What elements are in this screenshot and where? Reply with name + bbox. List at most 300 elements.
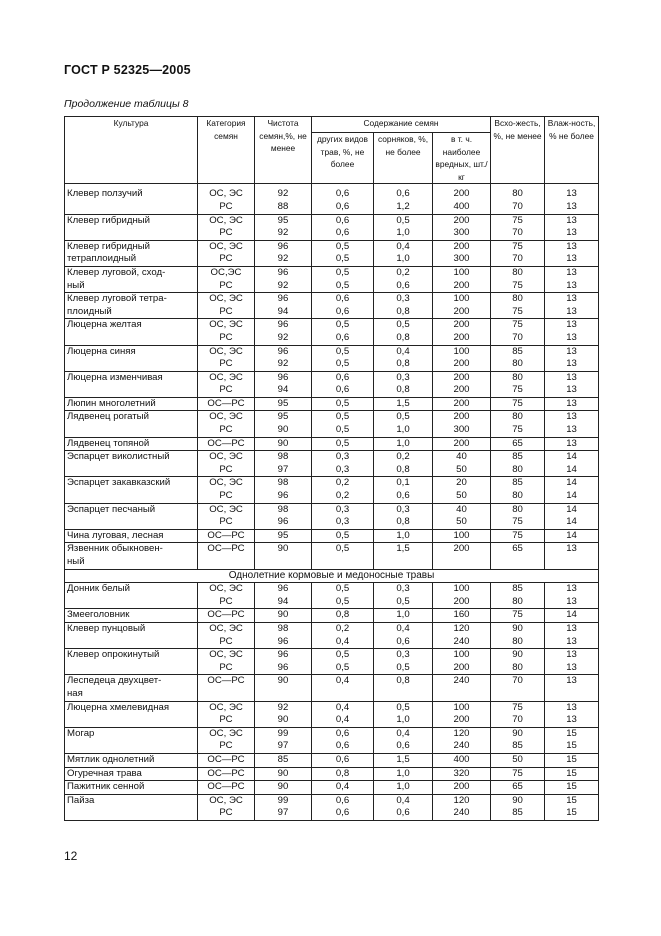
cell-purity: 90 (255, 543, 312, 556)
cell-purity: 90 (255, 781, 312, 795)
cell-moisture: 15 (545, 753, 599, 767)
cell-other-species: 0,2 (312, 477, 374, 490)
cell-other-species: 0,4 (312, 636, 374, 649)
cell-other-species: 0,6 (312, 293, 374, 306)
cell-harmful: 200 (433, 397, 491, 411)
cell-other-species: 0,6 (312, 332, 374, 345)
cell-other-species: 0,5 (312, 345, 374, 358)
cell-moisture (545, 556, 599, 569)
crop-name: Люцерна желтая (65, 319, 198, 332)
table-row (65, 609, 599, 623)
cell-category: ОС—РС (198, 781, 255, 795)
cell-other-species: 0,4 (312, 781, 374, 795)
cell-other-species: 0,8 (312, 767, 374, 781)
cell-harmful: 300 (433, 253, 491, 266)
cell-moisture: 14 (545, 516, 599, 529)
cell-moisture: 15 (545, 740, 599, 753)
cell-moisture: 13 (545, 583, 599, 596)
cell-germination: 80 (491, 636, 545, 649)
cell-germination: 85 (491, 740, 545, 753)
cell-germination: 85 (491, 451, 545, 464)
cell-weeds: 0,3 (374, 649, 433, 662)
cell-weeds: 0,6 (374, 740, 433, 753)
cell-category: ОС—РС (198, 397, 255, 411)
cell-category: ОС, ЭС (198, 240, 255, 253)
crop-name (65, 464, 198, 477)
table-row (65, 280, 599, 293)
crop-name: Эспарцет закавказский (65, 477, 198, 490)
cell-category: ОС, ЭС (198, 701, 255, 714)
cell-weeds: 1,0 (374, 253, 433, 266)
cell-moisture: 13 (545, 293, 599, 306)
cell-germination: 75 (491, 529, 545, 543)
cell-purity: 98 (255, 451, 312, 464)
cell-other-species: 0,5 (312, 424, 374, 437)
cell-purity: 96 (255, 583, 312, 596)
crop-name: Лядвенец топяной (65, 437, 198, 451)
crop-name: тетраплоидный (65, 253, 198, 266)
table-row (65, 701, 599, 714)
crop-name: плоидный (65, 306, 198, 319)
cell-weeds: 0,5 (374, 319, 433, 332)
cell-harmful: 40 (433, 451, 491, 464)
cell-weeds: 0,8 (374, 464, 433, 477)
table-row (65, 201, 599, 214)
cell-harmful (433, 688, 491, 701)
cell-weeds: 0,5 (374, 411, 433, 424)
table-row (65, 781, 599, 795)
table-row (65, 306, 599, 319)
crop-name (65, 807, 198, 820)
cell-other-species: 0,5 (312, 543, 374, 556)
cell-weeds: 0,4 (374, 794, 433, 807)
cell-purity: 92 (255, 280, 312, 293)
cell-weeds: 0,2 (374, 266, 433, 279)
cell-other-species: 0,4 (312, 675, 374, 688)
cell-moisture: 13 (545, 201, 599, 214)
table-row (65, 319, 599, 332)
cell-purity: 94 (255, 384, 312, 397)
table-row (65, 332, 599, 345)
cell-category: РС (198, 490, 255, 503)
cell-moisture: 13 (545, 280, 599, 293)
table-row (65, 490, 599, 503)
cell-harmful: 200 (433, 319, 491, 332)
cell-purity: 96 (255, 345, 312, 358)
cell-purity: 92 (255, 227, 312, 240)
cell-weeds: 0,8 (374, 332, 433, 345)
cell-moisture: 15 (545, 767, 599, 781)
cell-moisture: 13 (545, 543, 599, 556)
crop-name: Язвенник обыкновен- (65, 543, 198, 556)
cell-harmful: 400 (433, 753, 491, 767)
cell-germination: 75 (491, 609, 545, 623)
crop-name (65, 424, 198, 437)
crop-name: Клевер луговой, сход- (65, 266, 198, 279)
col-moisture: Влаж-ность, % не более (545, 117, 599, 184)
cell-category: РС (198, 516, 255, 529)
cell-germination: 80 (491, 411, 545, 424)
cell-germination: 75 (491, 767, 545, 781)
cell-germination: 70 (491, 675, 545, 688)
cell-harmful: 200 (433, 371, 491, 384)
table-row (65, 688, 599, 701)
cell-category: ОС, ЭС (198, 188, 255, 201)
cell-category: РС (198, 384, 255, 397)
cell-other-species: 0,5 (312, 649, 374, 662)
cell-purity: 95 (255, 397, 312, 411)
cell-purity: 92 (255, 332, 312, 345)
cell-category: ОС, ЭС (198, 477, 255, 490)
cell-weeds: 0,1 (374, 477, 433, 490)
table-row (65, 451, 599, 464)
table-row (65, 596, 599, 609)
cell-moisture: 13 (545, 319, 599, 332)
cell-category: РС (198, 464, 255, 477)
cell-other-species: 0,6 (312, 201, 374, 214)
cell-harmful: 200 (433, 714, 491, 727)
cell-harmful: 100 (433, 345, 491, 358)
cell-moisture: 13 (545, 424, 599, 437)
cell-category: ОС, ЭС (198, 583, 255, 596)
cell-category: ОС—РС (198, 675, 255, 688)
cell-moisture: 13 (545, 345, 599, 358)
cell-harmful: 100 (433, 649, 491, 662)
cell-harmful (433, 556, 491, 569)
cell-other-species: 0,6 (312, 306, 374, 319)
cell-category: ОС, ЭС (198, 319, 255, 332)
cell-purity: 99 (255, 727, 312, 740)
cell-purity: 96 (255, 662, 312, 675)
cell-weeds: 0,6 (374, 490, 433, 503)
cell-moisture: 13 (545, 227, 599, 240)
cell-purity (255, 556, 312, 569)
cell-harmful: 120 (433, 622, 491, 635)
cell-weeds: 0,4 (374, 622, 433, 635)
crop-name (65, 358, 198, 371)
cell-category: ОС—РС (198, 753, 255, 767)
cell-purity: 98 (255, 622, 312, 635)
crop-name: ный (65, 280, 198, 293)
cell-moisture: 13 (545, 214, 599, 227)
cell-category: ОС—РС (198, 529, 255, 543)
cell-purity: 92 (255, 188, 312, 201)
table-row (65, 266, 599, 279)
table-row (65, 543, 599, 556)
cell-category: ОС—РС (198, 767, 255, 781)
cell-harmful: 240 (433, 740, 491, 753)
crop-name: Клевер гибридный (65, 240, 198, 253)
cell-purity: 88 (255, 201, 312, 214)
cell-harmful: 200 (433, 358, 491, 371)
cell-weeds (374, 556, 433, 569)
cell-moisture: 13 (545, 266, 599, 279)
cell-germination: 75 (491, 319, 545, 332)
cell-germination: 85 (491, 583, 545, 596)
crop-name: Донник белый (65, 583, 198, 596)
cell-other-species: 0,5 (312, 583, 374, 596)
cell-purity: 98 (255, 477, 312, 490)
cell-moisture: 13 (545, 596, 599, 609)
cell-weeds: 0,8 (374, 675, 433, 688)
cell-other-species: 0,6 (312, 740, 374, 753)
cell-harmful: 200 (433, 411, 491, 424)
cell-category: ОС—РС (198, 609, 255, 623)
cell-germination: 75 (491, 397, 545, 411)
cell-germination: 75 (491, 701, 545, 714)
cell-harmful: 120 (433, 794, 491, 807)
cell-germination (491, 556, 545, 569)
cell-other-species: 0,6 (312, 807, 374, 820)
cell-weeds: 0,8 (374, 358, 433, 371)
table-row (65, 253, 599, 266)
cell-other-species: 0,5 (312, 411, 374, 424)
cell-moisture: 15 (545, 794, 599, 807)
table-row (65, 516, 599, 529)
crop-name: Люцерна хмелевидная (65, 701, 198, 714)
cell-germination: 65 (491, 437, 545, 451)
crop-name: Клевер луговой тетра- (65, 293, 198, 306)
cell-germination: 80 (491, 662, 545, 675)
cell-other-species: 0,5 (312, 596, 374, 609)
crop-name (65, 201, 198, 214)
cell-category: РС (198, 662, 255, 675)
cell-harmful: 200 (433, 543, 491, 556)
table-row (65, 583, 599, 596)
cell-other-species: 0,6 (312, 794, 374, 807)
cell-weeds: 0,3 (374, 583, 433, 596)
cell-harmful: 120 (433, 727, 491, 740)
cell-harmful: 300 (433, 424, 491, 437)
cell-moisture (545, 688, 599, 701)
cell-purity: 96 (255, 371, 312, 384)
cell-category: ОС, ЭС (198, 293, 255, 306)
cell-harmful: 100 (433, 529, 491, 543)
table-row (65, 464, 599, 477)
crop-name: Пайза (65, 794, 198, 807)
cell-other-species: 0,5 (312, 266, 374, 279)
cell-weeds: 1,0 (374, 781, 433, 795)
section-title: Однолетние кормовые и медоносные травы (65, 569, 599, 583)
crop-name: Эспарцет песчаный (65, 503, 198, 516)
table-row (65, 240, 599, 253)
cell-other-species: 0,3 (312, 516, 374, 529)
cell-harmful: 300 (433, 227, 491, 240)
cell-other-species: 0,5 (312, 529, 374, 543)
cell-moisture: 15 (545, 727, 599, 740)
cell-weeds (374, 688, 433, 701)
cell-purity: 90 (255, 437, 312, 451)
cell-weeds: 0,6 (374, 280, 433, 293)
cell-harmful: 200 (433, 280, 491, 293)
cell-other-species: 0,3 (312, 464, 374, 477)
cell-purity: 97 (255, 740, 312, 753)
cell-category: ОС, ЭС (198, 727, 255, 740)
table-row (65, 358, 599, 371)
crop-name: Эспарцет виколистный (65, 451, 198, 464)
cell-other-species: 0,6 (312, 214, 374, 227)
table-row (65, 794, 599, 807)
crop-name (65, 714, 198, 727)
crop-name (65, 490, 198, 503)
cell-purity: 98 (255, 503, 312, 516)
cell-purity: 92 (255, 253, 312, 266)
cell-weeds: 0,2 (374, 451, 433, 464)
crop-name (65, 516, 198, 529)
cell-germination: 80 (491, 188, 545, 201)
cell-germination: 75 (491, 424, 545, 437)
cell-weeds: 1,0 (374, 424, 433, 437)
cell-purity: 95 (255, 214, 312, 227)
cell-other-species: 0,2 (312, 622, 374, 635)
cell-germination: 80 (491, 371, 545, 384)
cell-germination: 80 (491, 503, 545, 516)
cell-weeds: 0,6 (374, 636, 433, 649)
cell-weeds: 0,5 (374, 596, 433, 609)
cell-germination: 75 (491, 280, 545, 293)
crop-name: Люпин многолетний (65, 397, 198, 411)
cell-category: ОС,ЭС (198, 266, 255, 279)
cell-moisture: 13 (545, 384, 599, 397)
cell-category: ОС, ЭС (198, 411, 255, 424)
cell-germination: 65 (491, 543, 545, 556)
crop-name (65, 662, 198, 675)
cell-moisture: 13 (545, 636, 599, 649)
col-content-group: Содержание семян (312, 117, 491, 133)
cell-category: ОС, ЭС (198, 794, 255, 807)
cell-other-species: 0,4 (312, 701, 374, 714)
table-row (65, 529, 599, 543)
cell-weeds: 1,0 (374, 437, 433, 451)
cell-purity: 96 (255, 636, 312, 649)
cell-category: ОС—РС (198, 543, 255, 556)
crop-name: Змееголовник (65, 609, 198, 623)
table-row (65, 397, 599, 411)
cell-category: РС (198, 306, 255, 319)
cell-germination: 75 (491, 516, 545, 529)
cell-harmful: 200 (433, 240, 491, 253)
cell-purity: 92 (255, 358, 312, 371)
crop-name (65, 384, 198, 397)
cell-germination: 70 (491, 253, 545, 266)
cell-other-species: 0,3 (312, 503, 374, 516)
cell-moisture: 13 (545, 662, 599, 675)
cell-germination (491, 688, 545, 701)
crop-name: Леспедеца двухцвет- (65, 675, 198, 688)
cell-germination: 90 (491, 622, 545, 635)
crop-name: Клевер ползучий (65, 188, 198, 201)
crop-name (65, 596, 198, 609)
cell-purity: 90 (255, 609, 312, 623)
cell-weeds: 0,4 (374, 727, 433, 740)
cell-weeds: 1,2 (374, 201, 433, 214)
cell-germination: 85 (491, 807, 545, 820)
cell-category: ОС, ЭС (198, 451, 255, 464)
annual-section (65, 583, 599, 821)
cell-weeds: 0,3 (374, 371, 433, 384)
cell-moisture: 13 (545, 411, 599, 424)
cell-harmful: 100 (433, 701, 491, 714)
cell-other-species (312, 556, 374, 569)
cell-weeds: 1,0 (374, 767, 433, 781)
cell-category: РС (198, 253, 255, 266)
cell-purity: 96 (255, 293, 312, 306)
cell-category: ОС, ЭС (198, 214, 255, 227)
cell-harmful: 100 (433, 266, 491, 279)
col-germination: Всхо-жесть, %, не менее (491, 117, 545, 184)
cell-weeds: 0,3 (374, 503, 433, 516)
cell-purity: 90 (255, 424, 312, 437)
table-row (65, 753, 599, 767)
table-row (65, 767, 599, 781)
cell-other-species: 0,6 (312, 188, 374, 201)
cell-purity: 99 (255, 794, 312, 807)
cell-harmful: 240 (433, 675, 491, 688)
cell-moisture: 14 (545, 529, 599, 543)
cell-harmful: 200 (433, 332, 491, 345)
table-header (65, 117, 599, 184)
cell-purity: 85 (255, 753, 312, 767)
col-other-species: других видов трав, %, не более (312, 133, 374, 184)
cell-other-species: 0,2 (312, 490, 374, 503)
table-row (65, 740, 599, 753)
cell-germination: 70 (491, 227, 545, 240)
crop-name: Клевер опрокинутый (65, 649, 198, 662)
cell-category: ОС, ЭС (198, 622, 255, 635)
cell-other-species: 0,5 (312, 662, 374, 675)
cell-harmful: 320 (433, 767, 491, 781)
cell-category: ОС—РС (198, 437, 255, 451)
cell-other-species: 0,6 (312, 727, 374, 740)
col-harmful: в т. ч. наиболее вредных, шт./кг (433, 133, 491, 184)
cell-purity: 97 (255, 464, 312, 477)
cell-weeds: 1,5 (374, 543, 433, 556)
cell-category: РС (198, 596, 255, 609)
cell-category: РС (198, 332, 255, 345)
table-row (65, 556, 599, 569)
cell-purity: 96 (255, 266, 312, 279)
table-row (65, 477, 599, 490)
table-row (65, 714, 599, 727)
cell-other-species: 0,6 (312, 227, 374, 240)
table-row (65, 188, 599, 201)
table-row (65, 727, 599, 740)
cell-category: РС (198, 280, 255, 293)
cell-moisture: 13 (545, 714, 599, 727)
cell-harmful: 200 (433, 596, 491, 609)
cell-purity: 96 (255, 649, 312, 662)
cell-moisture: 13 (545, 306, 599, 319)
cell-moisture: 15 (545, 807, 599, 820)
cell-moisture: 13 (545, 397, 599, 411)
crop-name (65, 332, 198, 345)
cell-moisture: 13 (545, 437, 599, 451)
page-number: 12 (64, 849, 78, 863)
cell-germination: 70 (491, 201, 545, 214)
cell-weeds: 1,5 (374, 753, 433, 767)
cell-germination: 75 (491, 306, 545, 319)
table-row (65, 214, 599, 227)
cell-weeds: 0,6 (374, 807, 433, 820)
cell-harmful: 40 (433, 503, 491, 516)
cell-weeds: 0,8 (374, 516, 433, 529)
cell-harmful: 200 (433, 188, 491, 201)
crop-name: ная (65, 688, 198, 701)
cell-germination: 80 (491, 490, 545, 503)
cell-other-species: 0,5 (312, 280, 374, 293)
cell-germination: 70 (491, 332, 545, 345)
cell-germination: 75 (491, 214, 545, 227)
